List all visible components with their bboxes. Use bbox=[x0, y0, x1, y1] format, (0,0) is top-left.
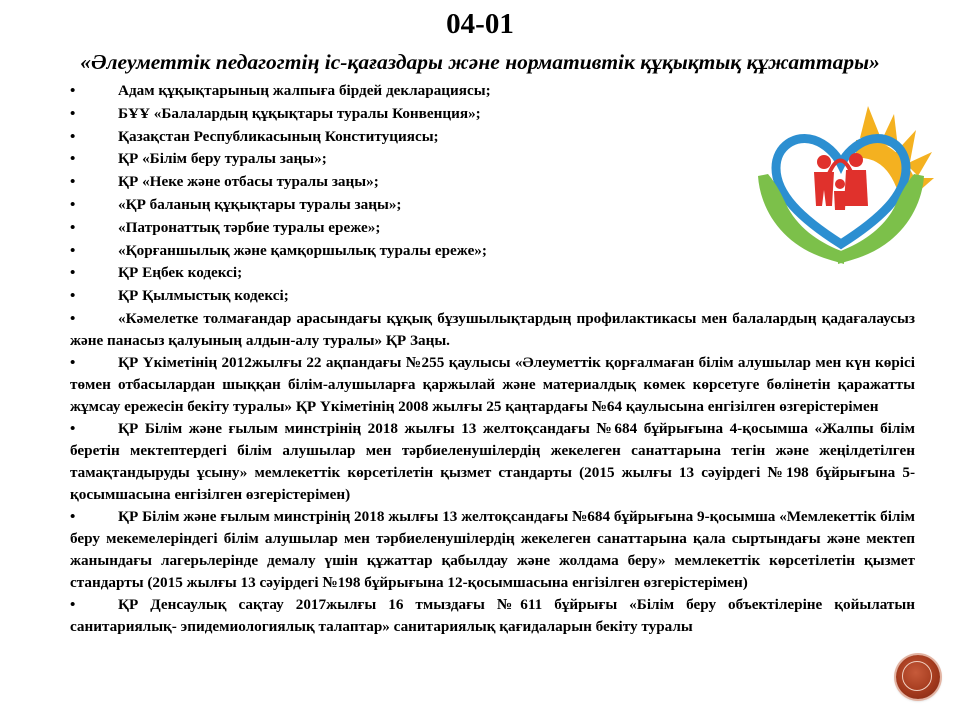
bullet: • bbox=[70, 595, 76, 613]
list-item bbox=[70, 418, 915, 506]
list-item-text: «Патронаттық тәрбие туралы ереже»; bbox=[118, 218, 381, 236]
list-item bbox=[70, 285, 915, 308]
list-item-text: «ҚР баланың құқықтары туралы заңы»; bbox=[118, 195, 402, 213]
list-item-text: ҚР Білім және ғылым минстрінің 2018 жылғы 13 желтоқсандағы №684 бұйрығына 4-қосымша «Жалпы білім беретін мектептердегі білім алушылар мен тәрбиеленушілердің жекелеген санаттарына тегін және жеңілдетілген тамақтандыруды ұсыну» мемлекеттік көрсетілетін қызмет стандарты (2015 жылғы 13 сәуірдегі №198 бұйрығына 5-қосымшасына енгізілген өзгерістерімен) bbox=[70, 419, 915, 503]
list-item-text: ҚР «Білім беру туралы заңы»; bbox=[118, 150, 327, 168]
list-item bbox=[70, 80, 915, 103]
list-item bbox=[70, 308, 915, 352]
list-item-text: ҚР Еңбек кодексі; bbox=[118, 264, 243, 282]
bullet: • bbox=[70, 353, 76, 371]
bullet: • bbox=[70, 218, 76, 236]
list-item-text: ҚР Білім және ғылым минстрінің 2018 жылғы 13 желтоқсандағы №684 бұйрығына 9-қосымша «Мемлекеттік білім беру мекемелеріндегі білім алушылар мен тәрбиеленушілердің жекелеген санаттарына қала сыртындағы және мектеп жанындағы лагерьлерінде демалу үшін құжаттар қабылдау және жолдама беру» мемлекеттік көрсетілетін қызмет стандарты (2015 жылғы 13 сәуірдегі №198 бұйрығына 12-қосымшасына енгізілген өзгерістерімен) bbox=[70, 507, 915, 591]
list-item-text: «Кәмелетке толмағандар арасындағы құқық бұзушылықтардың профилактикасы мен балалардың қадағалаусыз және панасыз қалуының алдын-алу туралы» ҚР Заңы. bbox=[70, 309, 915, 349]
bullet: • bbox=[70, 82, 76, 99]
list-item-text: ҚР Үкіметінің 2012жылғы 22 ақпандағы №255 қаулысы «Әлеуметтік қорғалмаған білім алушылар мен күн көрісі төмен отбасылардан шыққан білім-алушыларға қаржылай және материалдық көмек көрсетуге бөлінетін қаражатты жұмсау ережесін бекіту туралы» ҚР Үкіметінің 2008 жылғы 25 қаңтардағы №64 қаулысына енгізілген өзгерістерімен bbox=[70, 353, 915, 415]
list-item bbox=[70, 506, 915, 594]
bullet: • bbox=[70, 507, 76, 525]
bullet: • bbox=[70, 127, 76, 145]
list-item-text: Адам құқықтарының жалпыға бірдей декларациясы; bbox=[118, 82, 491, 99]
bullet: • bbox=[70, 309, 76, 327]
list-item-text: ҚР «Неке және отбасы туралы заңы»; bbox=[118, 173, 379, 191]
list-item-text: Қазақстан Республикасының Конституциясы; bbox=[118, 127, 439, 145]
list-item-text: ҚР Қылмыстық кодексі; bbox=[118, 287, 289, 305]
bullet: • bbox=[70, 173, 76, 191]
slide-title: «Әлеуметтік педагогтің іс-қағаздары және нормативтік құқықтық құжаттары» bbox=[80, 50, 880, 74]
list-item bbox=[70, 352, 915, 418]
bullet: • bbox=[70, 150, 76, 168]
family-hands-heart-icon bbox=[748, 106, 934, 268]
slide-number: 04-01 bbox=[446, 8, 514, 40]
bullet: • bbox=[70, 287, 76, 305]
nav-circle-button[interactable] bbox=[896, 655, 940, 699]
bullet: • bbox=[70, 104, 76, 122]
list-item-text: БҰҰ «Балалардың құқықтары туралы Конвенция»; bbox=[118, 104, 481, 122]
list-item-text: ҚР Денсаулық сақтау 2017жылғы 16 тмыздағы №611 бұйрығы «Білім беру объектілеріне қойылатын санитариялық- эпидемиологиялық талаптар» санитариялық қағидаларын бекіту туралы bbox=[70, 595, 915, 635]
list-item-text: «Қорғаншылық және қамқоршылық туралы ереже»; bbox=[118, 241, 487, 259]
list-item bbox=[70, 594, 915, 638]
bullet: • bbox=[70, 241, 76, 259]
bullet: • bbox=[70, 264, 76, 282]
family-figures bbox=[814, 153, 868, 210]
bullet: • bbox=[70, 195, 76, 213]
bullet: • bbox=[70, 419, 76, 437]
